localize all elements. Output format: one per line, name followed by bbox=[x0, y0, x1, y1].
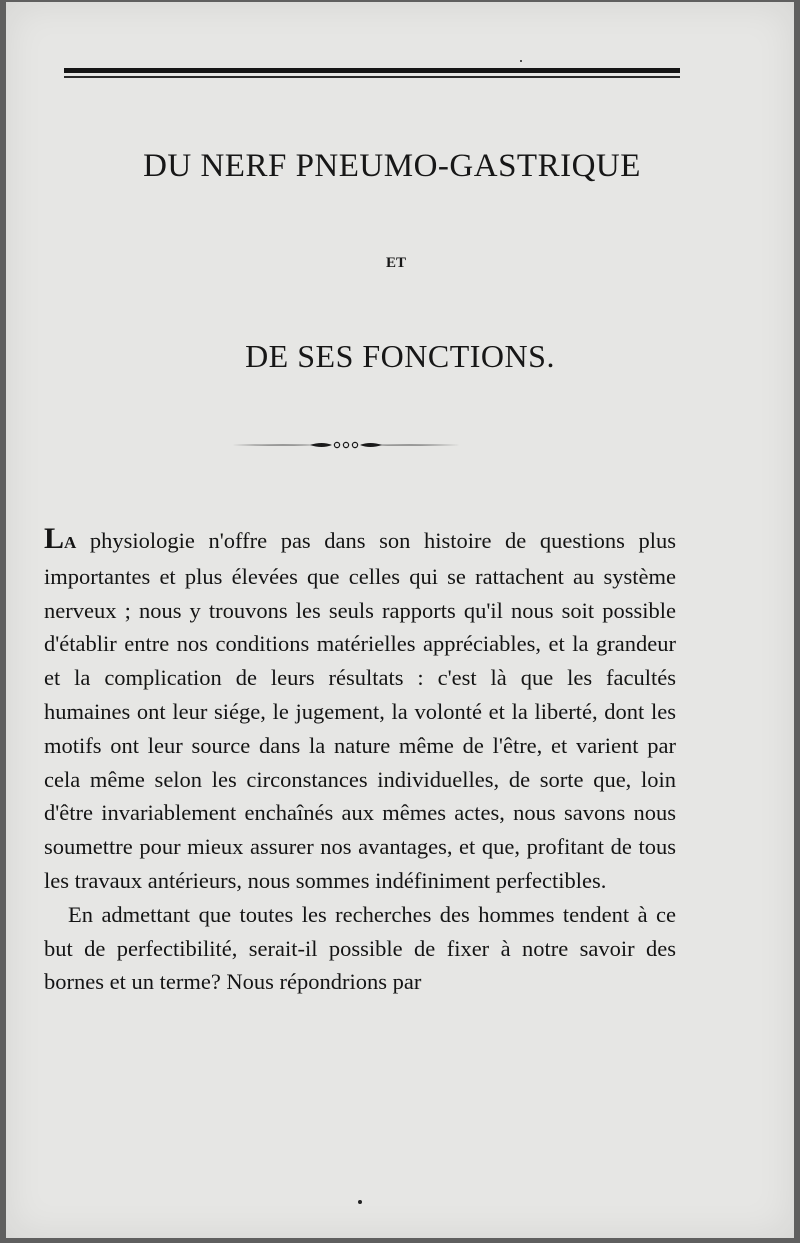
drop-cap: L bbox=[44, 522, 65, 555]
chapter-title-conjunction: ET bbox=[385, 255, 406, 271]
top-rule-thick bbox=[64, 68, 680, 73]
paragraph-2 bbox=[44, 898, 676, 999]
top-rule-thin bbox=[64, 76, 680, 78]
ink-speck bbox=[520, 60, 522, 62]
drop-cap-smallcap: A bbox=[64, 533, 77, 552]
ink-speck bbox=[358, 1200, 362, 1204]
paragraph-1 bbox=[44, 524, 676, 898]
chapter-title: DU NERF PNEUMO-GASTRIQUE bbox=[143, 148, 641, 184]
paragraph-2-text: En admettant que toutes les recherches des hommes tendent à ce but de perfectibilité, serait-il possible de fixer à notre savoir des bornes et un terme? Nous répondrions par bbox=[44, 901, 676, 995]
paragraph-1-text: physiologie n'offre pas dans son histoire de questions plus importantes et plus élevées que celles qui se rattachent au système nerveux ; nous y trouvons les seuls rapports qu'il nous soit possible d'établir entre nos conditions matérielles appréciables, et la grandeur et la complication de leurs résultats : c'est là que les facultés humaines ont leur siége, le jugement, la volonté et la liberté, dont les motifs ont leur source dans la nature même de l'être, et varient par cela même selon les circonstances individuelles, de sorte que, loin d'être invariablement enchaînés aux mêmes actes, nous savons nous soumettre pour mieux assurer nos avantages, et que, profitant de tous les travaux antérieurs, nous sommes indéfiniment perfectibles. bbox=[44, 528, 676, 893]
ornament-divider bbox=[232, 440, 460, 450]
chapter-subtitle: DE SES FONCTIONS. bbox=[245, 338, 555, 374]
body-text bbox=[44, 524, 676, 999]
